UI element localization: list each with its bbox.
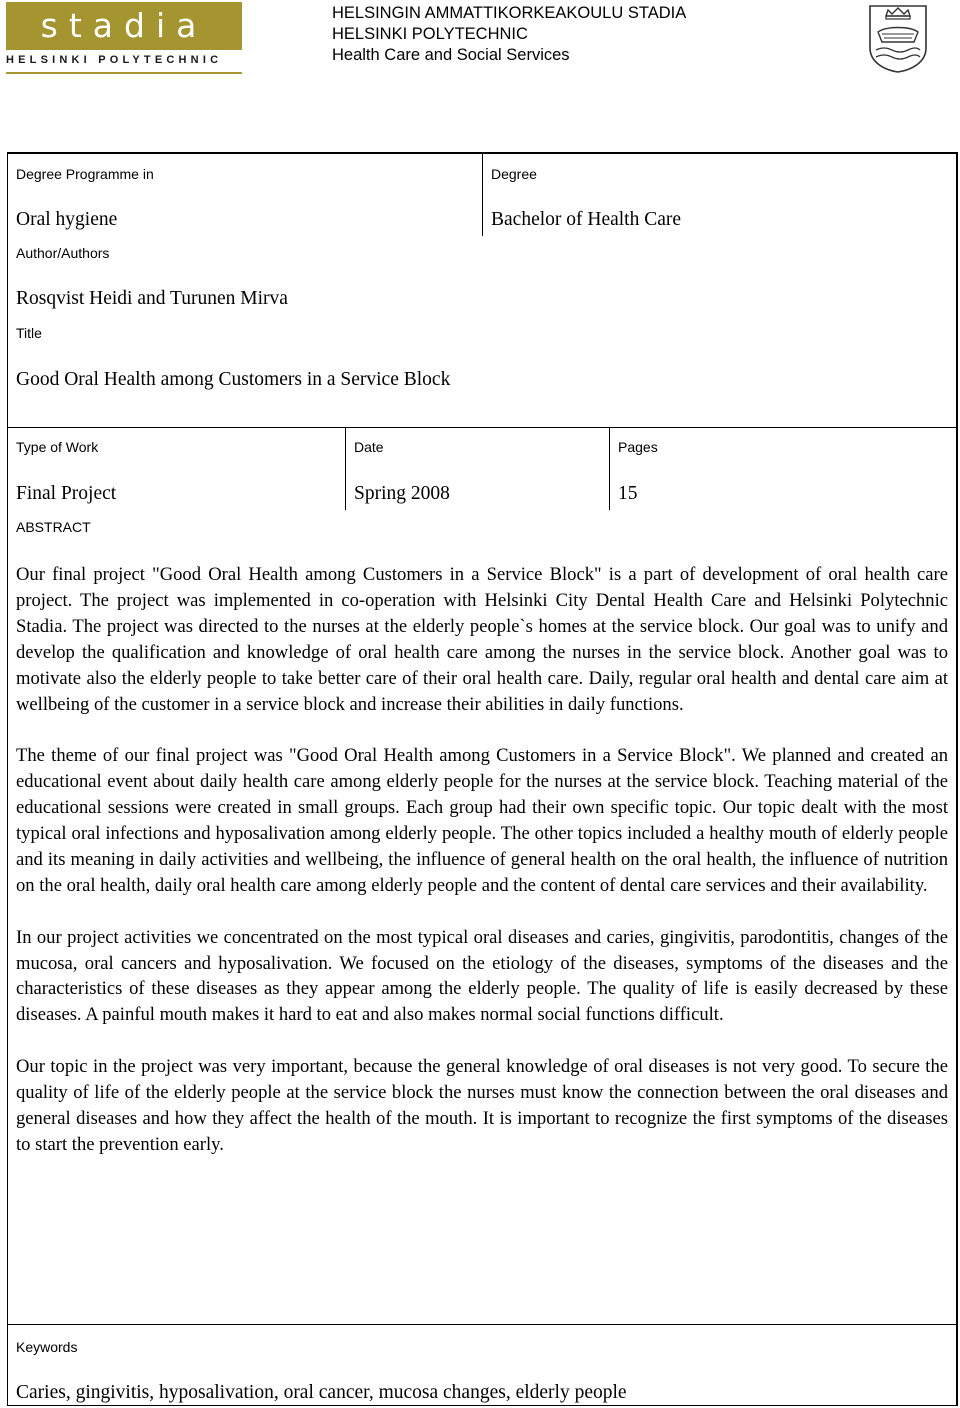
abstract-paragraph: Our final project "Good Oral Health among Customers in a Service Block" is a part of development of oral health care project. The project was implemented in co-operation with Helsinki City Dental Health Care and Helsinki Polytechnic Stadia. The project was directed to the nurses at the elderly people`s homes at the service block. Our goal was to unify and develop the qualification and knowledge of oral health care among the nurses in the service block. Another goal was to motivate also the elderly people to take better care of their oral health care. Daily, regular oral health and dental care aim at wellbeing of the customer in a service block and increase their abilities in daily functions.	[16, 564, 948, 715]
divider-below-title	[8, 427, 956, 428]
keywords-label: Keywords	[16, 1339, 78, 1355]
pages-value: 15	[618, 483, 638, 504]
programme-label: Degree Programme in	[16, 166, 154, 182]
institution-line-3: Health Care and Social Services	[332, 46, 570, 64]
divider-programme-degree	[482, 154, 483, 236]
authors-value: Rosqvist Heidi and Turunen Mirva	[16, 288, 288, 309]
institution-line-1: HELSINGIN AMMATTIKORKEAKOULU STADIA	[332, 4, 687, 22]
logo-underline	[6, 72, 242, 74]
divider-date-pages	[609, 428, 610, 510]
abstract-body	[16, 562, 948, 1158]
work-type-label: Type of Work	[16, 439, 99, 455]
divider-type-date	[345, 428, 346, 510]
degree-value: Bachelor of Health Care	[491, 209, 682, 230]
abstract-label: ABSTRACT	[16, 519, 91, 535]
work-type-value: Final Project	[16, 483, 117, 504]
abstract-paragraph: Our topic in the project was very important, because the general knowledge of oral diseases is not very good. To secure the quality of life of the elderly people at the service block the nurses must know the connection between the oral diseases and general diseases and how they affect the health of the mouth. It is important to recognize the first symptoms of the diseases to start the prevention early.	[16, 1056, 948, 1155]
date-label: Date	[354, 439, 384, 455]
pages-label: Pages	[618, 439, 658, 455]
logo-wordmark: stadia	[40, 6, 208, 45]
authors-label: Author/Authors	[16, 245, 110, 261]
institution-line-2: HELSINKI POLYTECHNIC	[332, 25, 528, 43]
helsinki-coat-of-arms-icon	[866, 2, 930, 74]
title-value: Good Oral Health among Customers in a Service Block	[16, 369, 451, 390]
logo-subtitle: HELSINKI POLYTECHNIC	[6, 54, 223, 66]
divider-above-keywords	[8, 1324, 956, 1325]
abstract-paragraph: The theme of our final project was "Good Oral Health among Customers in a Service Block". We planned and created an educational event about daily health care among elderly people for the nurses at the service block. Teaching material of the educational sessions were created in small groups. Each group had their own specific topic. Our topic dealt with the most typical oral infections and hyposalivation among elderly people. The other topics included a healthy mouth of elderly people and its meaning in daily activities and wellbeing, the influence of general health on the oral health, the influence of nutrition on the oral health, daily oral health care among elderly people and the content of dental care services and their availability.	[16, 745, 948, 896]
programme-value: Oral hygiene	[16, 209, 118, 230]
abstract-form	[7, 152, 958, 1406]
title-label: Title	[16, 325, 42, 341]
keywords-value: Caries, gingivitis, hyposalivation, oral cancer, mucosa changes, elderly people	[16, 1382, 627, 1403]
date-value: Spring 2008	[354, 483, 450, 504]
institution-name	[332, 3, 686, 66]
abstract-paragraph: In our project activities we concentrated on the most typical oral diseases and caries, gingivitis, parodontitis, changes of the mucosa, oral cancers and hyposalivation. We focused on the etiology of the diseases, symptoms of the diseases and the characteristics of these diseases as they appear among the elderly people. The quality of life is easily decreased by these diseases. A painful mouth makes it hard to eat and also makes normal social functions difficult.	[16, 926, 948, 1026]
degree-label: Degree	[491, 166, 537, 182]
logo-box	[6, 2, 242, 50]
